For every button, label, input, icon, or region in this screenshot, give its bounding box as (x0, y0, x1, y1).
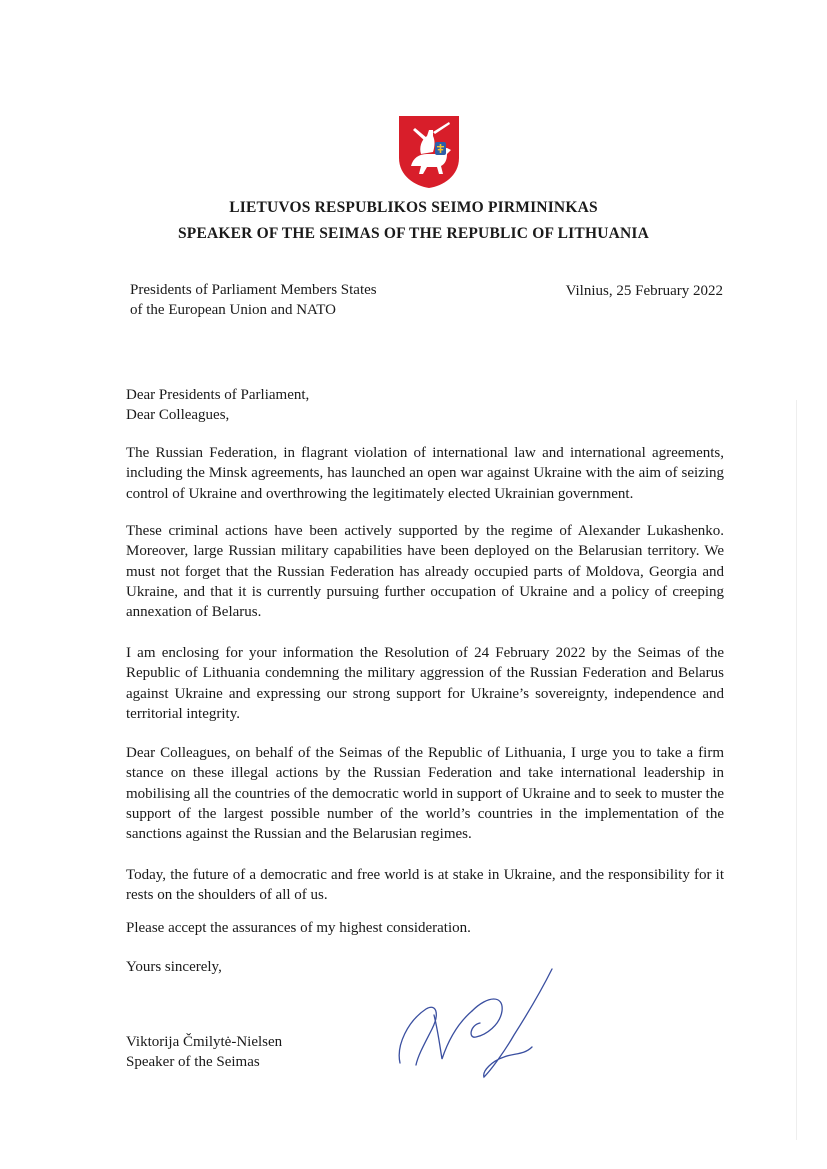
paragraph: The Russian Federation, in flagrant violation of international law and international agreements, including the Minsk agreements, has launched an open war against Ukraine with the aim of seizing control of Ukraine and overthrowing the legitimately elected Ukrainian government. (126, 445, 724, 502)
salutation-line: Dear Colleagues, (126, 407, 230, 424)
handwritten-signature-icon (392, 965, 562, 1085)
coat-of-arms-icon (397, 114, 461, 190)
recipient-block (130, 280, 377, 320)
heading-english: SPEAKER OF THE SEIMAS OF THE REPUBLIC OF LITHUANIA (177, 225, 650, 242)
paragraph: These criminal actions have been actively supported by the regime of Alexander Lukashenko. Moreover, large Russian military capabilities have been deployed on the Belarusian territory. We must not forget that the Russian Federation has already occupied parts of Moldova, Georgia and Ukraine, and that it is currently pursuing further occupation of Ukraine and a policy of creeping annexation of Belarus. (126, 523, 724, 621)
paragraph: Today, the future of a democratic and free world is at stake in Ukraine, and the responsibility for it rests on the shoulders of all of us. (126, 867, 724, 904)
salutation-line: Dear Presidents of Parliament, (126, 387, 310, 403)
signer-name: Viktorija Čmilytė-Nielsen (126, 1034, 283, 1050)
recipient-line: Presidents of Parliament Members States (130, 282, 377, 298)
paragraph: I am enclosing for your information the Resolution of 24 February 2022 by the Seimas of the Republic of Lithuania condemning the military aggression of the Russian Federation and Belarus against Ukraine and expressing our strong support for Ukraine’s sovereignty, independence and territorial integrity. (126, 645, 724, 722)
closing: Yours sincerely, (126, 959, 222, 975)
recipient-line: of the European Union and NATO (130, 302, 336, 318)
place-date: Vilnius, 25 February 2022 (565, 283, 723, 299)
signer-block (126, 1032, 282, 1073)
signer-title: Speaker of the Seimas (126, 1054, 260, 1071)
heading-lithuanian: LIETUVOS RESPUBLIKOS SEIMO PIRMININKAS (229, 199, 598, 216)
paragraph: Please accept the assurances of my highest consideration. (126, 920, 471, 936)
paragraph: Dear Colleagues, on behalf of the Seimas of the Republic of Lithuania, I urge you to take a firm stance on these illegal actions by the Russian Federation and take international leadership in mobilising all the countries of the democratic world in support of Ukraine and to seek to muster the support of the largest possible number of the world’s countries in the implementation of the sanctions against the Russian and the Belarusian regimes. (126, 745, 724, 843)
salutation (126, 385, 724, 426)
page-edge-line (796, 400, 797, 1140)
